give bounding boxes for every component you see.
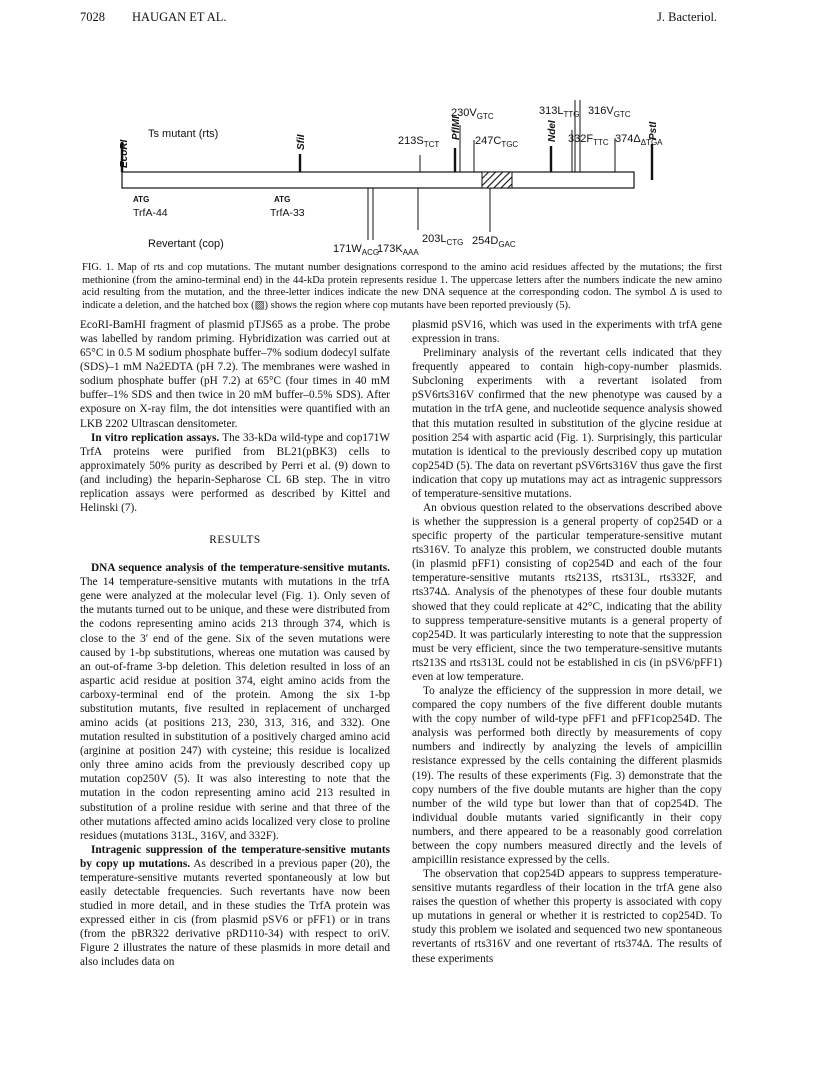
- page-number: 7028: [80, 10, 105, 24]
- gene-bar: [122, 172, 634, 188]
- atg-label-33: ATG: [274, 195, 291, 204]
- results-heading: RESULTS: [209, 534, 261, 547]
- figure-caption: FIG. 1. Map of rts and cop mutations. The mutant number designations correspond to the amino acid residues affected by the mutations; the first methionine (from the amino-terminal end) in the 44-kDa protein represents residue 1. The uppercase letters after the numbers indicate the new amino acid resulting from the mutation, and the three-letter indices indicate the new DNA sequence at the corresponding codon. The symbol Δ is used to indicate a deletion, and the hatched box (▨) shows the region where cop mutants have been reported previously (5).: [82, 262, 722, 311]
- left-column: [80, 318, 390, 969]
- ts-mutation-313: $313L_{TTG}$: [539, 105, 580, 119]
- site-psti: PstI: [648, 121, 659, 140]
- in-vitro-replication-heading: In vitro replication assays.: [91, 431, 220, 444]
- cop-mutation-173: $173K_{AAA}$: [377, 243, 419, 257]
- preliminary-analysis-paragraph: Preliminary analysis of the revertant cells indicated that they frequently appeared to contain high-copy-number plasmids. Subcloning experiments with a revertant isolated from pSV6rts316V confirmed that the new phenotype was caused by a mutation in the trfA gene, and nucleotide sequence analysis showed that this mutation resulted in substitution of the glycine residue at position 254 with aspartic acid (Fig. 1). Surprisingly, this particular mutation is identical to the previously described copy up mutation cop254D (5). The data on revertant pSV6rts316V thus gave the first indication that copy up mutations may act as intragenic suppressors of temperature-sensitive mutations.: [412, 347, 722, 500]
- figure-1-map: [0, 80, 816, 258]
- cop-mutation-203: $203L_{CTG}$: [422, 233, 464, 247]
- atg-label-44: ATG: [133, 195, 150, 204]
- site-sfii: SfiI: [296, 134, 307, 150]
- ts-mutation-230: $230V_{GTC}$: [451, 107, 494, 121]
- site-ecori: EcoRI: [119, 139, 130, 168]
- intragenic-suppression-text: As described in a previous paper (20), the temperature-sensitive mutants reverted spontaneously at low but easily detectable frequencies. Such revertants have now been studied in more detail, and in these studies the TrfA protein was expressed either in cis (from plasmid pSV6 or pFF1) or in trans (from the pBR322 derivative pRD110-34) with respect to oriV. Figure 2 illustrates the nature of these plasmids in more detail and also includes data on: [80, 857, 390, 969]
- cop-mutation-171: $171W_{ACG}$: [333, 243, 380, 257]
- copy-number-paragraph: To analyze the efficiency of the suppression in more detail, we compared the copy numbers of the five different double mutants with the copy number of wild-type pFF1 and pFF1cop254D. The analysis was performed both directly by measurements of copy numbers and indirectly by analyzing the levels of ampicillin resistance expressed by the cells containing the different plasmids (19). The results of these experiments (Fig. 3) demonstrate that the copy numbers of the five double mutants are higher than the copy number of the wild type but lower than that of cop254D. The individual double mutants varied significantly in their copy numbers, and there appeared to be a reasonably good correlation between the copy numbers measured directly and the levels of ampicillin resistance expressed by the cells.: [412, 685, 722, 866]
- ts-mutation-316: $316V_{GTC}$: [588, 105, 631, 119]
- page-header: [0, 10, 816, 30]
- protein-trfa-33: TrfA-33: [270, 207, 305, 219]
- protein-trfa-44: TrfA-44: [133, 207, 168, 219]
- ts-mutation-213: $213S_{TCT}$: [398, 135, 440, 149]
- in-vitro-replication-paragraph: [80, 431, 390, 515]
- cop-mutation-254: $254D_{GAC}$: [472, 235, 516, 249]
- ts-mutation-247: $247C_{TGC}$: [475, 135, 519, 149]
- ts-mutation-374: $374\Delta_{\Delta TGA}$: [615, 133, 663, 147]
- intragenic-suppression-paragraph: [80, 843, 390, 970]
- site-ndei: NdeI: [547, 120, 558, 142]
- right-column: [412, 318, 722, 966]
- cop-region-hatched-box: [482, 172, 512, 188]
- double-mutants-paragraph: An obvious question related to the observations described above is whether the suppression is a general property of cop254D or a specific property of the particular temperature-sensitive mutant rts316V. To analyze this problem, we constructed double mutants (in plasmid pFF1) consisting of cop254D and each of the four temperature-sensitive mutants rts213S, rts313L, rts332F, and rts374Δ. Analysis of the phenotypes of these four double mutants showed that they could replicate at 42°C, indicating that the ability to suppress temperature-sensitive mutants is a general property of cop254D. It was particularly interesting to note that the suppression must be very efficient, since the two temperature-sensitive mutants rts213S and rts313L could not be established in cis (in pSV6/pFF1) even at low temperature.: [412, 502, 722, 683]
- running-head-journal: J. Bacteriol.: [657, 10, 718, 24]
- site-pflmi: PflMI: [451, 116, 462, 140]
- in-vitro-replication-text: The 33-kDa wild-type and cop171W TrfA proteins were purified from BL21(pBK3) cells to approximately 50% purity as described by Perri et al. (9) down to (and including) the heparin-Sepharose CL 6B step. The in vitro replication assays were performed as described by Kittel and Helinski (7).: [80, 431, 391, 515]
- cop254d-observation-paragraph: The observation that cop254D appears to suppress temperature-sensitive mutants regardless of their location in the trfA gene also raises the question of whether this property is associated with copy up mutations in general or whether it is restricted to cop254D. To study this problem we isolated and sequenced two new spontaneous revertants of rts316V and one revertant of rts374Δ. The results of these experiments: [412, 868, 722, 965]
- sequence-analysis-text: The 14 temperature-sensitive mutants with mutations in the trfA gene were analyzed at the molecular level (Fig. 1). Only seven of the mutants turned out to be unique, and these were distributed from the codons representing amino acids 213 through 374, which is close to the 3′ end of the gene. Six of the seven mutations were caused by 1-bp substitutions, whereas one mutation was caused by an out-of-frame 3-bp deletion. This deletion resulted in loss of an aspartic acid residue at position 374, eight amino acids from the carboxy-terminal end of the protein. Among the six 1-bp substitution mutants, five resulted in replacement of uncharged amino acids (at positions 213, 230, 313, 316, and 332). One mutation resulted in substitution of a positively charged amino acid (arginine at position 247) with cysteine; this residue is localized only three amino acids from the previously described copy up mutation cop250V (5). It was also interesting to note that the mutation in the codon representing amino acid 213 resulted in substitution of a proline residue with serine and that three of the other mutations affected amino acids localized very close to proline residues (mutations 313L, 316V, and 332F).: [80, 576, 390, 842]
- running-head-authors: HAUGAN ET AL.: [132, 10, 227, 24]
- ts-mutation-332: $332F_{TTC}$: [568, 133, 609, 147]
- ts-mutant-label: Ts mutant (rts): [148, 128, 219, 140]
- sequence-analysis-paragraph: [80, 561, 390, 843]
- sequence-analysis-heading: DNA sequence analysis of the temperature-sensitive mutants.: [91, 562, 390, 575]
- methods-paragraph-continued: EcoRI-BamHI fragment of plasmid pTJS65 as a probe. The probe was labelled by random priming. Hybridization was carried out at 65°C in 0.5 M sodium phosphate buffer–7% sodium dodecyl sulfate (SDS)–1 mM Na2EDTA (pH 7.2). The membranes were washed in sodium phosphate buffer (pH 7.2) at 65°C (four times in 40 mM buffer–1% SDS and then twice in 20 mM buffer–0.5% SDS). After exposure on X-ray film, the dot intensities were quantified with an LKB 2202 Ultrascan densitometer.: [80, 319, 390, 430]
- revertant-label: Revertant (cop): [148, 238, 224, 250]
- intragenic-suppression-heading: Intragenic suppression of the temperature-sensitive mutants by copy up mutations.: [80, 843, 390, 870]
- plasmid-psv16-paragraph: plasmid pSV16, which was used in the experiments with trfA gene expression in trans.: [412, 319, 722, 346]
